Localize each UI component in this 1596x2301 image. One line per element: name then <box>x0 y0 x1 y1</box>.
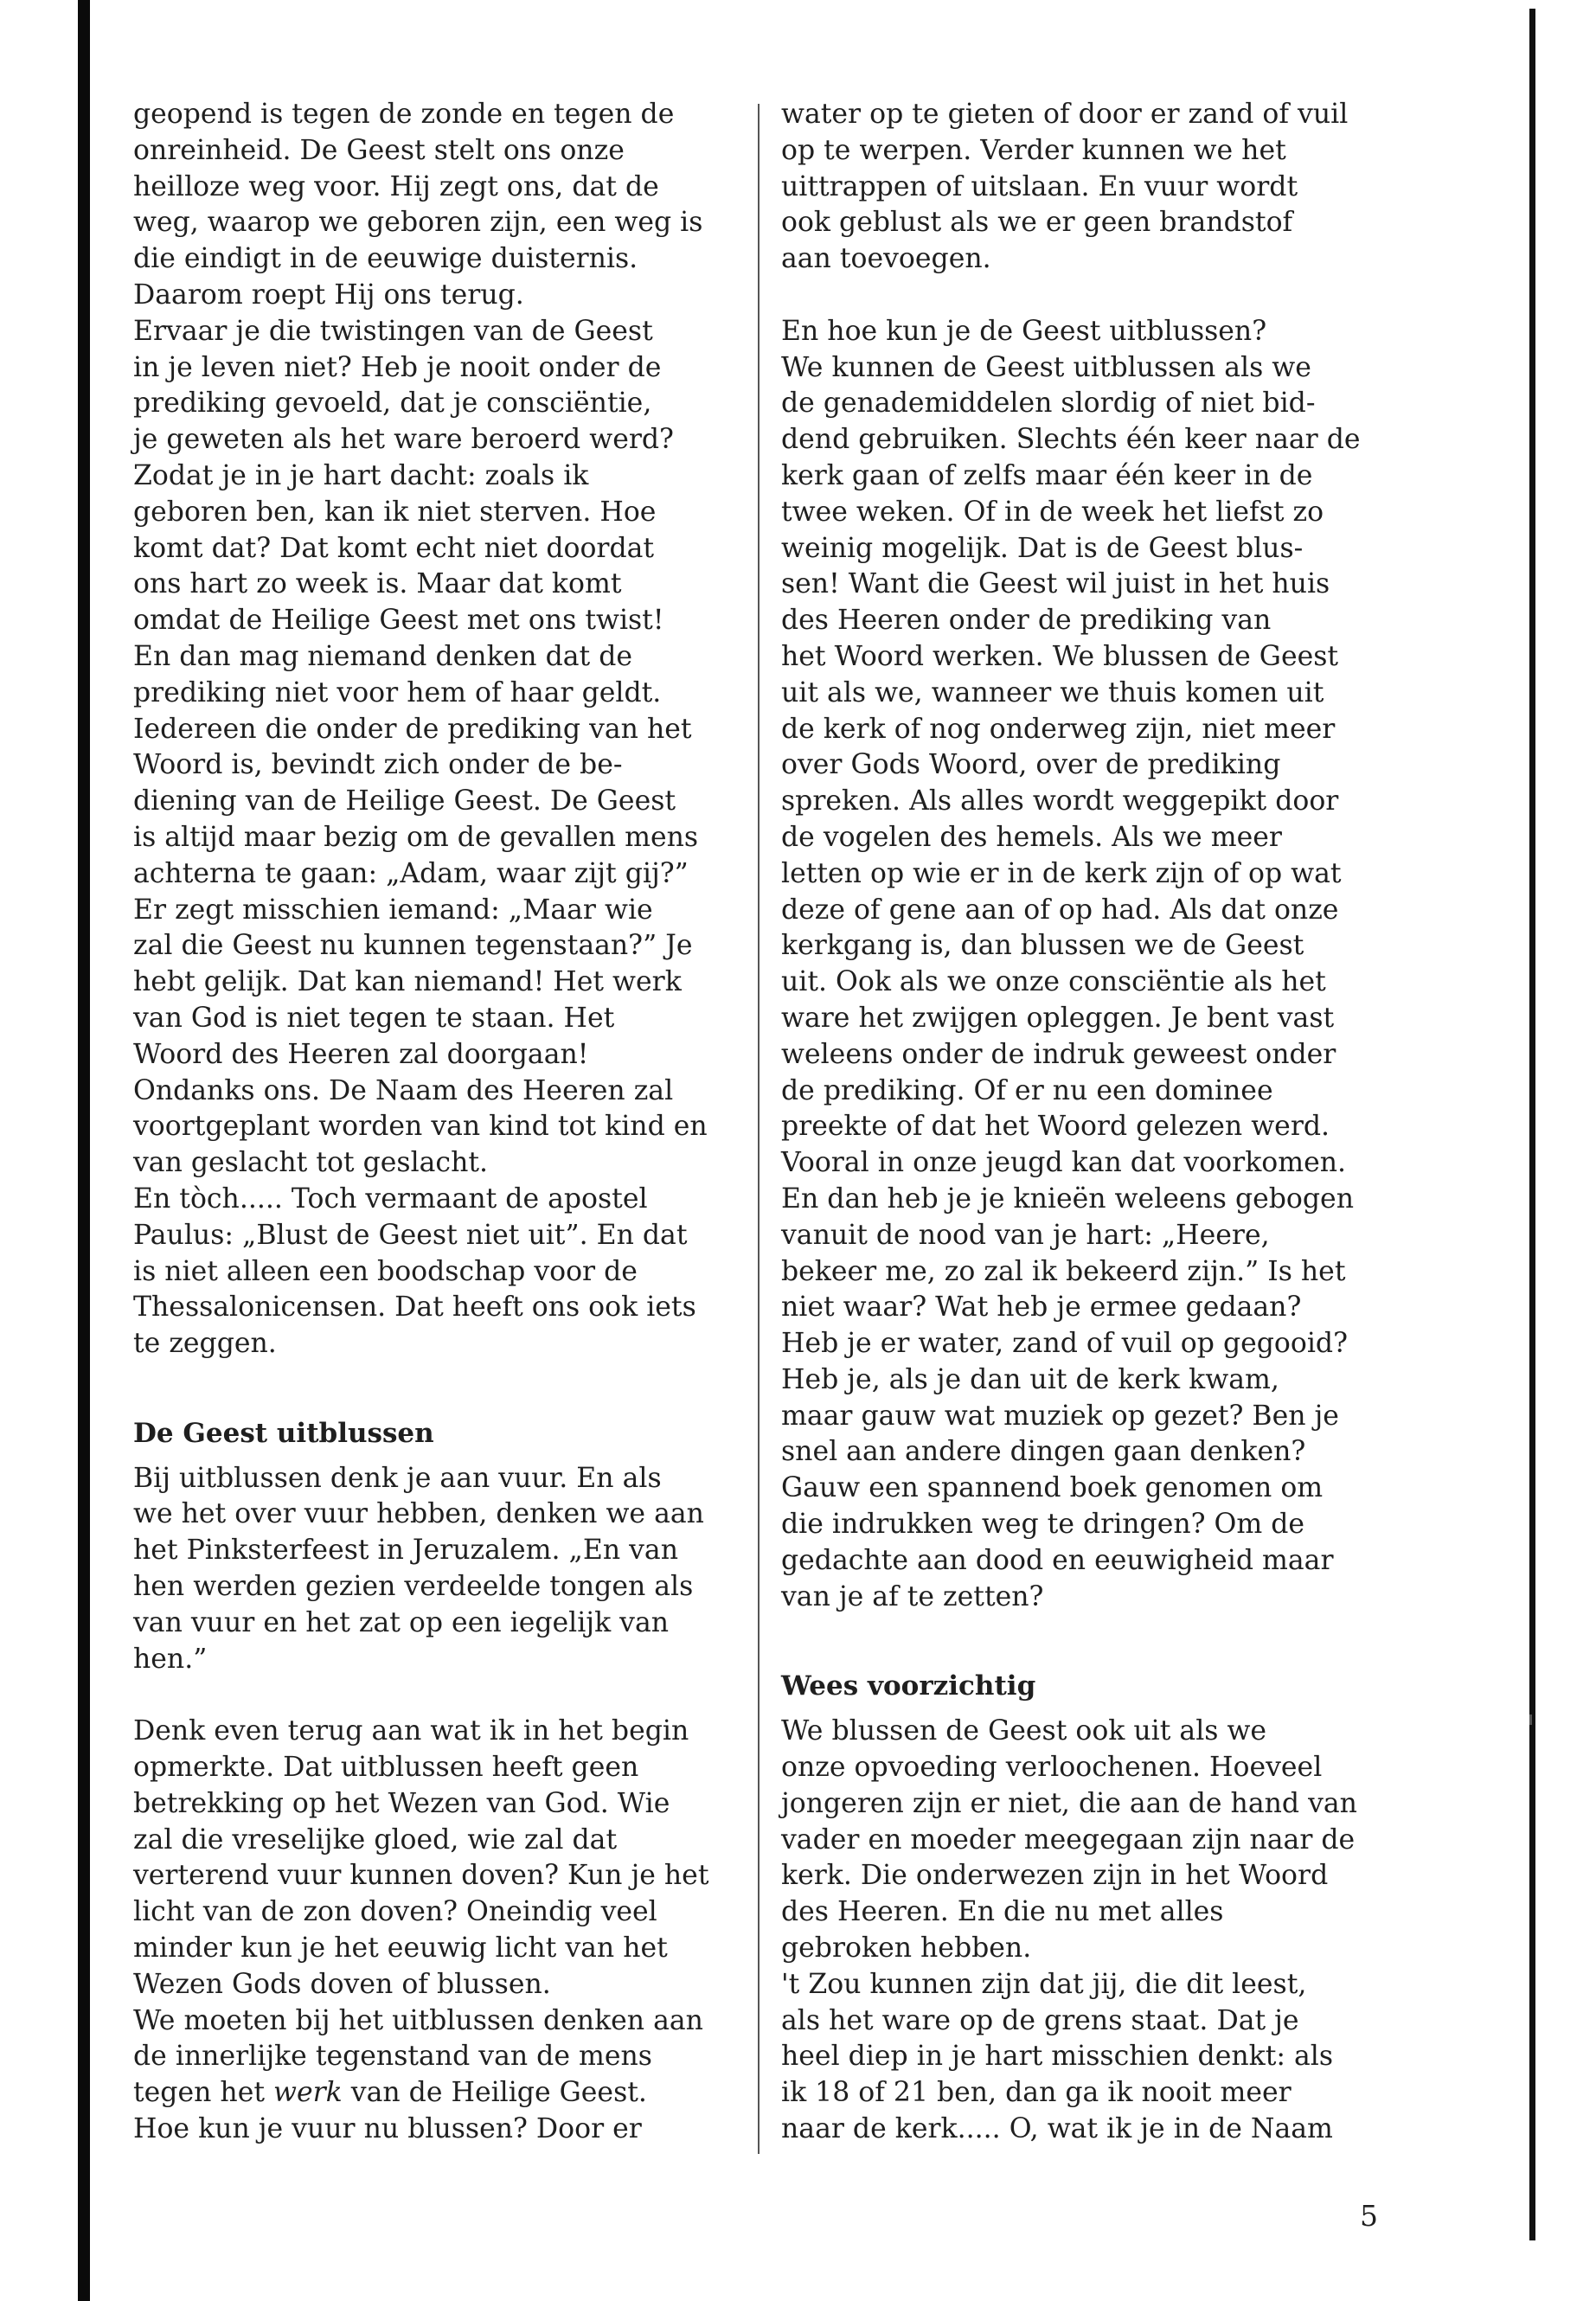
text-line: vanuit de nood van je hart: „Heere, <box>781 1219 1270 1251</box>
right-paragraph-3 <box>781 1714 1439 2148</box>
text-line: achterna te gaan: „Adam, waar zijt gij?” <box>133 857 689 889</box>
text-line: kerk gaan of zelfs maar één keer in de <box>781 459 1313 491</box>
text-line: het Woord werken. We blussen de Geest <box>781 640 1339 672</box>
text-line: spreken. Als alles wordt weggepikt door <box>781 785 1339 817</box>
text-line: En tòch..... Toch vermaant de apostel <box>133 1183 648 1215</box>
text-line: sen! Want die Geest wil juist in het huis <box>781 568 1330 600</box>
text-line: voortgeplant worden van kind tot kind en <box>133 1111 708 1143</box>
left-paragraph-3 <box>133 1714 791 2075</box>
section-heading-de-geest-uitblussen: De Geest uitblussen <box>133 1417 434 1449</box>
text-line: vader en moeder meegegaan zijn naar de <box>781 1823 1356 1856</box>
text-line: We blussen de Geest ook uit als we <box>781 1715 1267 1747</box>
text-line: tegen het werk van de Heilige Geest. <box>133 2077 647 2109</box>
text-line: kerk. Die onderwezen zijn in het Woord <box>781 1860 1329 1892</box>
text-line: betrekking op het Wezen van God. Wie <box>133 1787 670 1819</box>
text-line: te zeggen. <box>133 1328 277 1360</box>
text-line: zal die Geest nu kunnen tegenstaan?” Je <box>133 930 693 962</box>
text-line: twee weken. Of in de week het liefst zo <box>781 496 1324 528</box>
text-line: de kerk of nog onderweg zijn, niet meer <box>781 713 1336 745</box>
text-line: En dan heb je je knieën weleens gebogen <box>781 1183 1354 1215</box>
text-line: de genademiddelen slordig of niet bid- <box>781 388 1316 420</box>
text-line: opmerkte. Dat uitblussen heeft geen <box>133 1752 639 1784</box>
text-line: je geweten als het ware beroerd werd? <box>133 424 674 456</box>
scan-edge-right <box>1529 9 1535 2240</box>
text-line: onreinheid. De Geest stelt ons onze <box>133 134 625 166</box>
text-line: uit als we, wanneer we thuis komen uit <box>781 676 1324 708</box>
text-line: Paulus: „Blust de Geest niet uit”. En dat <box>133 1219 688 1251</box>
text-line: Zodat je in je hart dacht: zoals ik <box>133 459 589 491</box>
text-line: prediking niet voor hem of haar geldt. <box>133 676 662 708</box>
text-line: die eindigt in de eeuwige duisternis. <box>133 243 638 275</box>
text-line: zal die vreselijke gloed, wie zal dat <box>133 1823 618 1856</box>
text-line: Ondanks ons. De Naam des Heeren zal <box>133 1074 674 1106</box>
text-line: uittrappen of uitslaan. En vuur wordt <box>781 170 1298 202</box>
text-line: ons hart zo week is. Maar dat komt <box>133 568 622 600</box>
text-line: op te werpen. Verder kunnen we het <box>781 134 1286 166</box>
left-paragraph-2 <box>133 1461 791 1678</box>
text-line: jongeren zijn er niet, die aan de hand van <box>781 1787 1357 1819</box>
left-column <box>133 97 791 2148</box>
text-line: de innerlijke tegenstand van de mens <box>133 2041 652 2073</box>
text-line: Vooral in onze jeugd kan dat voorkomen. <box>781 1147 1347 1179</box>
text-line: Woord is, bevindt zich onder de be- <box>133 749 623 781</box>
right-paragraph-2 <box>781 314 1439 1616</box>
text-line: Hoe kun je vuur nu blussen? Door er <box>133 2113 642 2145</box>
text-line: Thessalonicensen. Dat heeft ons ook iets <box>133 1292 696 1324</box>
text-line: Bij uitblussen denk je aan vuur. En als <box>133 1462 662 1494</box>
text-line: ook geblust als we er geen brandstof <box>781 207 1293 239</box>
text-line: kerkgang is, dan blussen we de Geest <box>781 930 1304 962</box>
text-line: bekeer me, zo zal ik bekeerd zijn.” Is het <box>781 1255 1346 1287</box>
text-line: gebroken hebben. <box>781 1932 1032 1965</box>
text-line: En hoe kun je de Geest uitblussen? <box>781 315 1267 347</box>
text-line: van God is niet tegen te staan. Het <box>133 1002 615 1034</box>
section-heading-wees-voorzichtig: Wees voorzichtig <box>781 1670 1036 1702</box>
text-line: over Gods Woord, over de prediking <box>781 749 1281 781</box>
italic-emphasis: werk <box>273 2077 343 2109</box>
text-line: hen.” <box>133 1643 208 1675</box>
text-line: naar de kerk..... O, wat ik je in de Naam <box>781 2113 1333 2145</box>
text-line: in je leven niet? Heb je nooit onder de <box>133 351 662 383</box>
text-line: de vogelen des hemels. Als we meer <box>781 821 1282 853</box>
text-line: Ervaar je die twistingen van de Geest <box>133 315 653 347</box>
text-line: onze opvoeding verloochenen. Hoeveel <box>781 1752 1323 1784</box>
text-line: is niet alleen een boodschap voor de <box>133 1255 638 1287</box>
text-line: van geslacht tot geslacht. <box>133 1147 489 1179</box>
text-line: komt dat? Dat komt echt niet doordat <box>133 532 655 564</box>
text-line: geboren ben, kan ik niet sterven. Hoe <box>133 496 657 528</box>
right-column <box>781 97 1439 2148</box>
text-line: weg, waarop we geboren zijn, een weg is <box>133 207 703 239</box>
text-line: des Heeren. En die nu met alles <box>781 1896 1224 1928</box>
right-paragraph-1 <box>781 97 1439 278</box>
text-line: Daarom roept Hij ons terug. <box>133 279 524 311</box>
text-line: licht van de zon doven? Oneindig veel <box>133 1896 657 1928</box>
text-line: omdat de Heilige Geest met ons twist! <box>133 605 664 637</box>
text-line: En dan mag niemand denken dat de <box>133 640 633 672</box>
text-line: Gauw een spannend boek genomen om <box>781 1472 1324 1504</box>
text-line: heilloze weg voor. Hij zegt ons, dat de <box>133 170 659 202</box>
text-line: heel diep in je hart misschien denkt: als <box>781 2041 1334 2073</box>
page-number: 5 <box>1360 2199 1378 2233</box>
text-line: Er zegt misschien iemand: „Maar wie <box>133 894 653 926</box>
text-line: letten op wie er in de kerk zijn of op wat <box>781 857 1342 889</box>
text-line: snel aan andere dingen gaan denken? <box>781 1436 1306 1468</box>
text-line: de prediking. Of er nu een dominee <box>781 1074 1273 1106</box>
text-line: Heb je er water, zand of vuil op gegooid? <box>781 1328 1348 1360</box>
text-line: het Pinksterfeest in Jeruzalem. „En van <box>133 1535 678 1567</box>
text-line: deze of gene aan of op had. Als dat onze <box>781 894 1339 926</box>
text-line: diening van de Heilige Geest. De Geest <box>133 785 676 817</box>
text-line: We kunnen de Geest uitblussen als we <box>781 351 1311 383</box>
text-line: weinig mogelijk. Dat is de Geest blus- <box>781 532 1304 564</box>
text-line: water op te gieten of door er zand of vuil <box>781 99 1349 130</box>
text-line: uit. Ook als we onze consciëntie als het <box>781 966 1326 998</box>
text-line: dend gebruiken. Slechts één keer naar de <box>781 424 1361 456</box>
text-line: hebt gelijk. Dat kan niemand! Het werk <box>133 966 682 998</box>
text-line: prediking gevoeld, dat je consciëntie, <box>133 388 652 420</box>
text-line: preekte of dat het Woord gelezen werd. <box>781 1111 1330 1143</box>
text-line: Denk even terug aan wat ik in het begin <box>133 1715 689 1747</box>
text-line: Woord des Heeren zal doorgaan! <box>133 1038 589 1070</box>
left-paragraph-1 <box>133 97 791 1362</box>
text-line: Iedereen die onder de prediking van het <box>133 713 692 745</box>
text-line: minder kun je het eeuwig licht van het <box>133 1932 668 1965</box>
stray-mark <box>1529 1715 1532 1725</box>
text-line: gedachte aan dood en eeuwigheid maar <box>781 1544 1334 1576</box>
scan-edge-left <box>78 0 90 2301</box>
text-line: 't Zou kunnen zijn dat jij, die dit leest, <box>781 1968 1307 2000</box>
text-line: we het over vuur hebben, denken we aan <box>133 1498 704 1530</box>
text-line: geopend is tegen de zonde en tegen de <box>133 99 675 130</box>
text-line: als het ware op de grens staat. Dat je <box>781 2004 1299 2036</box>
text-line: weleens onder de indruk geweest onder <box>781 1038 1336 1070</box>
text-line: van vuur en het zat op een iegelijk van <box>133 1606 670 1638</box>
text-line: is altijd maar bezig om de gevallen mens <box>133 821 699 853</box>
text-line: die indrukken weg te dringen? Om de <box>781 1509 1305 1541</box>
text-line: ware het zwijgen opleggen. Je bent vast <box>781 1002 1335 1034</box>
text-line: van je af te zetten? <box>781 1580 1044 1612</box>
text-line: des Heeren onder de prediking van <box>781 605 1272 637</box>
text-line: aan toevoegen. <box>781 243 991 275</box>
text-line: Wezen Gods doven of blussen. <box>133 1968 551 2000</box>
text-line: verterend vuur kunnen doven? Kun je het <box>133 1860 709 1892</box>
text-line: hen werden gezien verdeelde tongen als <box>133 1571 694 1603</box>
text-line: We moeten bij het uitblussen denken aan <box>133 2004 703 2036</box>
text-line: ik 18 of 21 ben, dan ga ik nooit meer <box>781 2077 1292 2109</box>
text-line: Heb je, als je dan uit de kerk kwam, <box>781 1363 1279 1395</box>
text-line: maar gauw wat muziek op gezet? Ben je <box>781 1400 1339 1432</box>
text-line: niet waar? Wat heb je ermee gedaan? <box>781 1292 1302 1324</box>
